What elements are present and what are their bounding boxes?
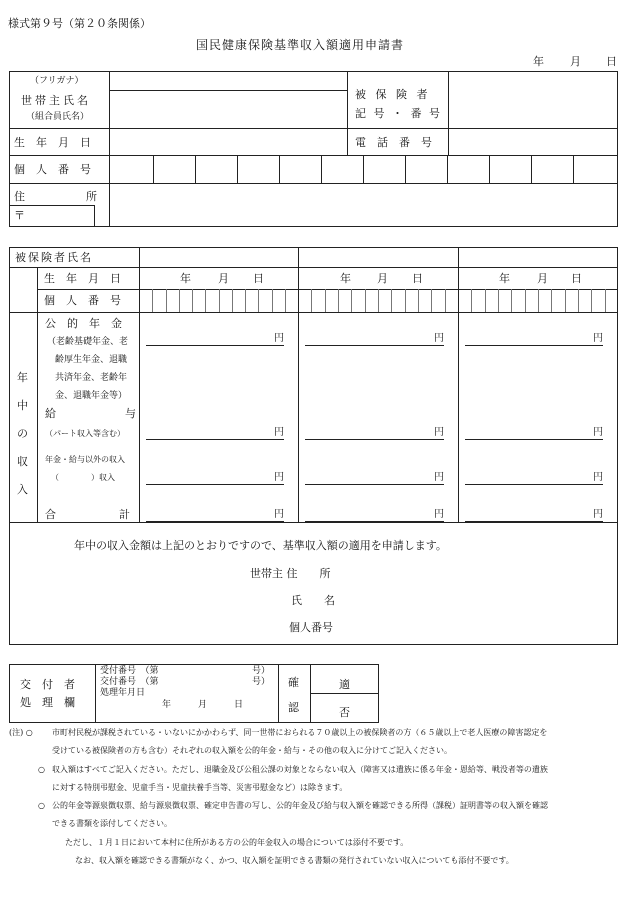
confirm-label-a: 確 <box>288 676 299 689</box>
col1-year: 年 <box>180 272 191 285</box>
amount-field[interactable] <box>146 427 284 440</box>
insured-birth-label: 生 年 月 日 <box>44 272 121 285</box>
note-3a: 公的年金等源泉徴収票、給与源泉徴収票、確定申告書の写し、公的年金及び給与収入額を確認できる所得（課税）証明書等の収入額を確認 <box>52 801 548 810</box>
confirm-label-b: 認 <box>288 701 299 714</box>
salary-note: （パート収入等含む） <box>45 429 125 438</box>
decl-name-label: 氏 名 <box>291 594 335 607</box>
postal-mark: 〒 <box>14 209 25 222</box>
pension-note-3: 共済年金、老齢年 <box>55 373 128 383</box>
note-3-bullet: ○ <box>38 801 45 810</box>
yen-unit: 円 <box>274 509 284 520</box>
yen-unit: 円 <box>274 472 284 483</box>
salary-label-a: 給 <box>45 407 56 420</box>
amount-field[interactable] <box>305 472 444 485</box>
date-year: 年 <box>533 55 544 68</box>
col1-day: 日 <box>253 272 264 285</box>
amount-field[interactable] <box>146 472 284 485</box>
note-1a: 市町村民税が課税されている・いないにかかわらず、同一世帯におられる７０歳以上の被保険者の方（６５歳以上で老人医療の障害認定を <box>52 728 548 737</box>
note-2a: 収入額はすべてご記入ください。ただし、退職金及び公租公課の対象とならない収入（障害又は遺族に係る年金・恩給等、戦没者等の遺族 <box>52 765 548 774</box>
phone-label: 電 話 番 号 <box>355 136 432 149</box>
insured-number-label: 記 号 ・ 番 号 <box>355 107 442 120</box>
yen-unit: 円 <box>434 333 444 344</box>
address-label-b: 所 <box>86 190 97 203</box>
yen-unit: 円 <box>593 472 603 483</box>
household-table <box>9 71 618 227</box>
yen-unit: 円 <box>274 333 284 344</box>
yen-unit: 円 <box>434 509 444 520</box>
decl-number-label: 個人番号 <box>289 621 333 634</box>
birth-date-label: 生 年 月 日 <box>14 136 91 149</box>
amount-field[interactable] <box>146 333 284 346</box>
date-month: 月 <box>570 55 581 68</box>
income-vertical-label: 年 中 の 収 入 <box>17 371 28 496</box>
amount-field[interactable] <box>305 509 444 522</box>
salary-label-b: 与 <box>125 407 136 420</box>
col3-year: 年 <box>499 272 510 285</box>
yen-unit: 円 <box>593 509 603 520</box>
issuer-label: 交 付 者 <box>20 678 75 691</box>
other-income-label: 年金・給与以外の収入 <box>45 455 125 464</box>
address-label-a: 住 <box>14 190 25 203</box>
amount-field[interactable] <box>465 472 603 485</box>
note-4: ただし、１月１日において本村に住所がある方の公的年金収入の場合については添付不要です。 <box>65 838 409 847</box>
amount-field[interactable] <box>465 333 603 346</box>
issue-number: 交付番号 （第 <box>100 677 159 687</box>
head-name-label: 世帯主氏名 <box>21 94 91 107</box>
receipt-number: 受付番号 （第 <box>100 666 159 676</box>
process-date-ymd: 年 月 日 <box>162 700 244 710</box>
declaration-text: 年中の収入金額は上記のとおりですので、基準収入額の適用を申請します。 <box>74 539 447 552</box>
total-label-b: 計 <box>119 508 130 521</box>
col1-month: 月 <box>218 272 229 285</box>
col3-day: 日 <box>571 272 582 285</box>
note-3b: できる書類を添付してください。 <box>52 819 172 828</box>
ng-option[interactable]: 否 <box>339 706 350 719</box>
note-5: なお、収入額を確認できる書類がなく、かつ、収入額を証明できる書類の発行されていない収入についても添付不要です。 <box>75 856 514 865</box>
col2-month: 月 <box>377 272 388 285</box>
issue-number-suffix: 号） <box>252 677 271 687</box>
col2-day: 日 <box>412 272 423 285</box>
amount-field[interactable] <box>305 427 444 440</box>
pension-note-2: 齢厚生年金、退職 <box>55 355 128 365</box>
process-label: 処 理 欄 <box>20 696 75 709</box>
page-title: 国民健康保険基準収入額適用申請書 <box>196 38 405 52</box>
pension-note-1: （老齢基礎年金、老 <box>47 337 129 347</box>
yen-unit: 円 <box>434 472 444 483</box>
note-2b: に対する特別弔慰金、児童手当・児童扶養手当等、災害弔慰金など）は除きます。 <box>52 783 348 792</box>
amount-field[interactable] <box>465 509 603 522</box>
pension-label: 公 的 年 金 <box>45 317 122 330</box>
amount-field[interactable] <box>305 333 444 346</box>
process-date-label: 処理年月日 <box>100 688 146 698</box>
note-2-bullet: ○ <box>38 765 45 774</box>
receipt-number-suffix: 号） <box>252 666 271 676</box>
date-day: 日 <box>606 55 617 68</box>
furigana-label: （フリガナ） <box>30 76 84 86</box>
ok-option[interactable]: 適 <box>339 678 350 691</box>
yen-unit: 円 <box>434 427 444 438</box>
col3-month: 月 <box>537 272 548 285</box>
insured-name-label: 被保険者氏名 <box>15 251 93 264</box>
col2-year: 年 <box>340 272 351 285</box>
personal-number-label: 個 人 番 号 <box>14 163 91 176</box>
other-income-sub: （ ）収入 <box>51 473 115 482</box>
amount-field[interactable] <box>146 509 284 522</box>
note-1b: 受けている被保険者の方も含む）それぞれの収入額を公的年金・給与・その他の収入に分けてご記入ください。 <box>52 746 452 755</box>
note-mark: (注) ○ <box>9 728 33 737</box>
union-name-label: （組合員氏名） <box>26 112 90 122</box>
yen-unit: 円 <box>274 427 284 438</box>
insured-label: 被 保 険 者 <box>355 88 431 101</box>
pension-note-4: 金、退職年金等） <box>55 391 128 401</box>
decl-address-label: 世帯主 住 所 <box>250 567 331 580</box>
insured-number-label-2: 個 人 番 号 <box>44 294 121 307</box>
yen-unit: 円 <box>593 427 603 438</box>
amount-field[interactable] <box>465 427 603 440</box>
form-id: 様式第９号（第２０条関係） <box>8 17 151 30</box>
total-label-a: 合 <box>45 508 56 521</box>
yen-unit: 円 <box>593 333 603 344</box>
